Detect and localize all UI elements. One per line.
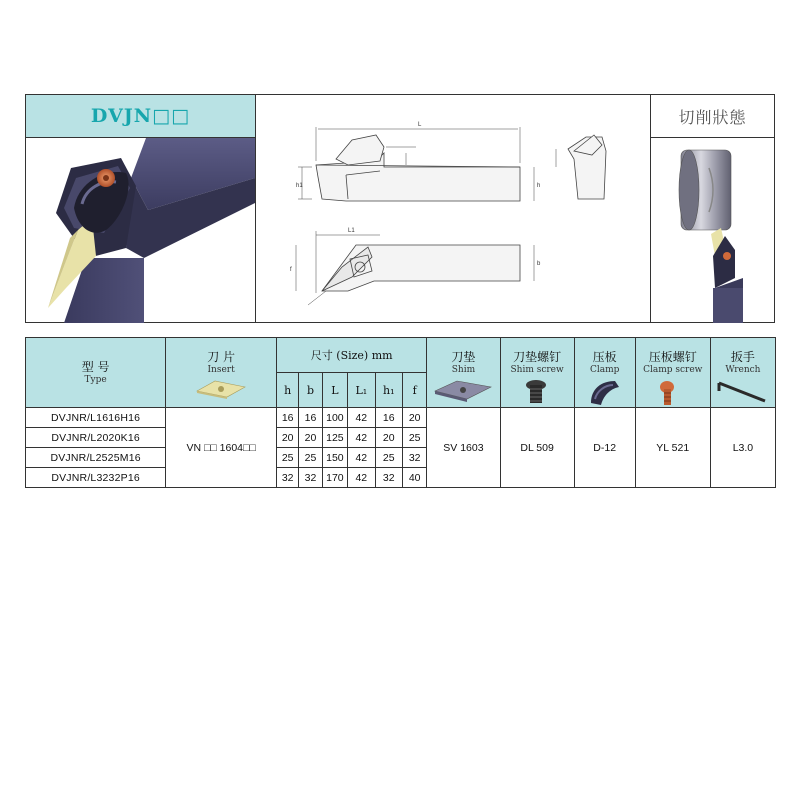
dim-cell: 16 — [299, 408, 322, 428]
dim-cell: 125 — [322, 428, 347, 448]
dim-cell: 32 — [402, 448, 426, 468]
shim-screw-header — [500, 338, 574, 408]
type-cell: DVJNR/L1616H16 — [26, 408, 166, 428]
wrench-header — [710, 338, 775, 408]
clamp-header — [574, 338, 635, 408]
clamp-value: D-12 — [574, 408, 635, 488]
dim-cell: 100 — [322, 408, 347, 428]
dim-col-L1: L₁ — [348, 373, 375, 408]
shim-screw-value: DL 509 — [500, 408, 574, 488]
insert-value: VN □□ 1604□□ — [166, 408, 277, 488]
product-photo-cell — [26, 95, 256, 322]
clamp-icon — [585, 377, 625, 407]
dim-cell: 25 — [299, 448, 322, 468]
type-cell: DVJNR/L2020K16 — [26, 428, 166, 448]
dim-cell: 25 — [375, 448, 402, 468]
insert-header — [166, 338, 277, 408]
dim-cell: 42 — [348, 408, 375, 428]
dim-col-h: h — [277, 373, 299, 408]
dim-cell: 40 — [402, 468, 426, 488]
dim-cell: 32 — [299, 468, 322, 488]
dim-cell: 20 — [299, 428, 322, 448]
insert-icon — [195, 377, 247, 401]
cutting-state-illustration — [651, 138, 774, 323]
shim-header-cn: 刀垫 — [451, 350, 476, 364]
clamp-header-en: Clamp — [589, 365, 620, 375]
dim-cell: 20 — [402, 408, 426, 428]
tool-holder-photo — [26, 138, 255, 323]
dim-cell: 20 — [375, 428, 402, 448]
dim-label-L: L — [418, 122, 422, 128]
specification-table — [25, 337, 776, 488]
dim-cell: 42 — [348, 428, 375, 448]
size-header — [277, 338, 427, 373]
dim-col-f: f — [402, 373, 426, 408]
dim-col-L: L — [322, 373, 347, 408]
shim-icon — [433, 377, 493, 403]
type-header-cn: 型 号 — [81, 360, 110, 374]
dim-label-L1: L1 — [348, 228, 355, 234]
dim-cell: 25 — [402, 428, 426, 448]
technical-drawing-cell — [256, 95, 651, 322]
wrench-icon — [715, 377, 771, 407]
clamp-screw-value: YL 521 — [635, 408, 710, 488]
type-cell: DVJNR/L2525M16 — [26, 448, 166, 468]
shim-header — [427, 338, 500, 408]
insert-header-en: Insert — [207, 365, 235, 375]
title-box — [26, 95, 255, 138]
dim-cell: 42 — [348, 448, 375, 468]
dim-cell: 42 — [348, 468, 375, 488]
dim-cell: 32 — [277, 468, 299, 488]
dim-label-b: b — [537, 261, 541, 267]
dim-cell: 16 — [277, 408, 299, 428]
cutting-state-header — [651, 95, 774, 138]
clamp-screw-header — [635, 338, 710, 408]
technical-drawing — [256, 95, 651, 322]
dim-cell: 20 — [277, 428, 299, 448]
insert-header-cn: 刀 片 — [207, 350, 236, 364]
dim-label-h: h — [537, 183, 541, 189]
dim-cell: 32 — [375, 468, 402, 488]
shim-value: SV 1603 — [427, 408, 500, 488]
shim-screw-header-en: Shim screw — [510, 365, 564, 375]
shim-screw-icon — [522, 377, 552, 407]
clamp-screw-header-cn: 压板螺钉 — [648, 350, 697, 364]
type-header-en: Type — [84, 375, 107, 385]
tool-overview-panel — [25, 94, 775, 323]
cutting-state-cell — [651, 95, 774, 322]
shim-screw-header-cn: 刀垫螺钉 — [513, 350, 562, 364]
cutting-state-title: 切削狀態 — [678, 107, 747, 127]
type-header — [26, 338, 166, 408]
dim-label-h1: h1 — [296, 183, 303, 189]
clamp-header-cn: 压板 — [592, 350, 617, 364]
wrench-header-en: Wrench — [725, 365, 761, 375]
dim-col-h1: h₁ — [375, 373, 402, 408]
clamp-screw-header-en: Clamp screw — [643, 365, 703, 375]
dim-label-f: f — [290, 267, 292, 273]
dim-cell: 16 — [375, 408, 402, 428]
dim-cell: 150 — [322, 448, 347, 468]
clamp-screw-icon — [653, 377, 693, 407]
wrench-value: L3.0 — [710, 408, 775, 488]
wrench-header-cn: 扳手 — [730, 350, 755, 364]
size-header-label: 尺寸 (Size) mm — [310, 349, 393, 362]
type-cell: DVJNR/L3232P16 — [26, 468, 166, 488]
shim-header-en: Shim — [451, 365, 476, 375]
product-title: DVJN□□ — [90, 105, 191, 127]
dim-cell: 25 — [277, 448, 299, 468]
dim-cell: 170 — [322, 468, 347, 488]
table-row — [26, 408, 776, 428]
dim-col-b: b — [299, 373, 322, 408]
